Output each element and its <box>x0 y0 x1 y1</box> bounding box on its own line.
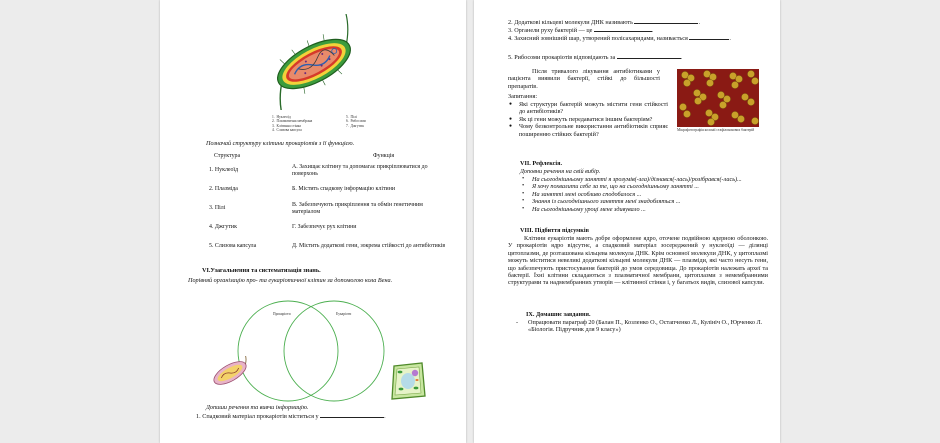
figure-legend-right <box>346 115 386 128</box>
list-item: • Знання із сьогоднішнього заняття мені знадобляться ... <box>508 198 766 205</box>
table-row <box>208 161 452 180</box>
question-3-text: 3. Органели руху бактерій — це <box>508 27 593 34</box>
answer-blank[interactable] <box>689 34 729 40</box>
question-4-text: 4. Захисний зовнішній шар, утворений полісахаридами, називається <box>508 35 688 42</box>
plant-cell-icon <box>388 360 428 402</box>
table-cell-function: Г. Забезпечує рух клітини <box>292 224 357 231</box>
question-5: 5. Рибосоми прокаріотів відповідають за . <box>508 54 683 61</box>
venn-label-prokaryotes: Прокаріоти <box>273 312 291 316</box>
answer-blank[interactable] <box>634 18 698 24</box>
legend-item: 5. Пілі <box>346 115 357 119</box>
venn-label-eukaryotes: Еукаріоти <box>336 312 352 316</box>
section-6-title: VI.Узагальнення та систематизація знань. <box>202 267 321 274</box>
structure-function-table <box>208 151 452 256</box>
legend-item: 1. Нуклеоїд <box>272 115 291 119</box>
table-cell-function: Б. Містить спадкову інформацію клітини <box>292 186 396 193</box>
table-cell-structure: 3. Пілі <box>209 205 226 212</box>
table-row <box>208 199 452 218</box>
table-header-row <box>208 151 452 161</box>
matching-instruction: Позначай структуру клітини прокаріотів з її функцією. <box>206 140 355 147</box>
list-item: ● Як ці гени можуть передаватися іншим бактеріям? <box>508 116 668 123</box>
table-cell-function: Д. Містить додаткові гени, зокрема стійкості до антибіотиків <box>292 243 446 250</box>
fill-instruction: Допиши речення та вивчи інформацію. <box>206 404 309 411</box>
question-1: 1. Спадковий матеріал прокаріотів міститься у . <box>196 413 386 420</box>
question-2: 2. Додаткові кільцеві молекули ДНК називають . <box>508 19 700 26</box>
legend-item: 7. Джгутик <box>346 123 364 128</box>
answer-blank[interactable] <box>320 412 384 418</box>
table-header-structure: Структура <box>214 152 241 159</box>
question-5-text: 5. Рибосоми прокаріотів відповідають за <box>508 54 616 61</box>
table-row <box>208 180 452 199</box>
case-questions-list <box>508 101 668 138</box>
photo-caption: Мікрофотографія колонії стафілококових бактерій <box>677 128 755 132</box>
document-page-right <box>474 0 780 443</box>
list-item: • На сьогоднішньому занятті я зрозумів(-зла)/дізнався(-лась)/розібрався(-лась)... <box>508 176 766 183</box>
list-item: ● Чому безконтрольне використання антибіотиків сприяє поширенню стійких бактерій? <box>508 123 668 138</box>
document-page-left <box>160 0 466 443</box>
table-row <box>208 218 452 237</box>
legend-item: 3. Клітинна стінка <box>272 123 301 128</box>
questions-label: Запитання: <box>508 93 538 100</box>
table-cell-structure: 4. Джгутик <box>209 224 237 231</box>
staphylococcus-photo <box>677 69 759 127</box>
table-cell-function: А. Захищає клітину та допомагає прикріплюватися до поверхонь <box>292 163 428 177</box>
venn-circle-eukaryotes <box>284 301 384 401</box>
question-1-text: 1. Спадковий матеріал прокаріотів міститься у <box>196 413 319 420</box>
list-item: ● Які структури бактерій можуть містити гени стійкості до антибіотиків? <box>508 101 668 116</box>
table-cell-function: В. Забезпечують прикріплення та обмін генетичним матеріалом <box>292 201 423 215</box>
prokaryote-cell-illustration <box>258 14 370 110</box>
summary-text: Клітини еукаріотів мають добре оформлене ядро, оточене подвійною ядерною оболонкою. У прокаріотів ядро відсутнє, а спадковий матеріал зосереджений у нуклеоїді — ділянці цитоплазми, де розташована кільцева молекула ДНК. Крім основної молекули ДНК, у цитоплазмі можуть міститися невеликі додаткові кільцеві молекули ДНК — плазміди, які часто несуть гени, що забезпечують пристосування бактерій до умов середовища. До прокаріотів належать археї та бактерії. Їхні клітини складаються з плазматичної мембрани, цитоплазми з немембранними структурами та надмембранних утворів — клітинної стінки і, у багатьох видів, слизової капсули. <box>508 235 768 287</box>
legend-item: 6. Рибосоми <box>346 119 366 124</box>
table-cell-structure: 5. Слизова капсула <box>209 243 257 250</box>
table-row <box>208 237 452 256</box>
list-item: • На занятті мені особливо сподобалося ... <box>508 191 766 198</box>
homework-text: Опрацювати параграф 20 (Балан П., Козленко О., Остапченко Л., Кулініч О., Юрченко Л. «Біологія. Підручник для 9 класу») <box>528 319 763 334</box>
answer-blank[interactable] <box>594 26 652 32</box>
section-8-title: VIII. Підбиття підсумків <box>520 227 589 234</box>
case-text: Після тривалого лікування антибіотиками у пацієнта виявили бактерії, стійкі до більшості препаратів. <box>508 68 660 90</box>
bacterium-icon <box>208 356 252 390</box>
table-header-function: Функція <box>373 152 395 159</box>
question-2-text: 2. Додаткові кільцеві молекули ДНК називають <box>508 19 633 26</box>
table-cell-structure: 2. Плазміда <box>209 186 238 193</box>
dash-marker: - <box>516 319 519 326</box>
reflection-list <box>508 176 766 213</box>
question-3: 3. Органели руху бактерій — це . <box>508 27 654 34</box>
homework-item <box>516 319 780 334</box>
answer-blank[interactable] <box>617 53 681 59</box>
figure-legend-left <box>272 115 332 133</box>
section-7-instruction: Доповни речення на свій вибір. <box>520 168 601 175</box>
list-item: • На сьогоднішньому уроці мене здивувало ... <box>508 206 766 213</box>
section-9-title: IX. Домашнє завдання. <box>526 311 591 318</box>
section-7-title: VII. Рефлексія. <box>520 160 563 167</box>
question-4: 4. Захисний зовнішній шар, утворений полісахаридами, називається . <box>508 35 731 42</box>
legend-item: 2. Плазматична мембрана <box>272 119 313 124</box>
list-item: • Я хочу похвалити себе за те, що на сьогоднішньому занятті ... <box>508 183 766 190</box>
section-6-task: Порівняй організацію про- та еукаріотичної клітин за допомогою кола Вена. <box>188 277 393 284</box>
table-cell-structure: 1. Нуклеоїд <box>209 167 239 174</box>
legend-item: 4. Слизова капсула <box>272 128 302 133</box>
